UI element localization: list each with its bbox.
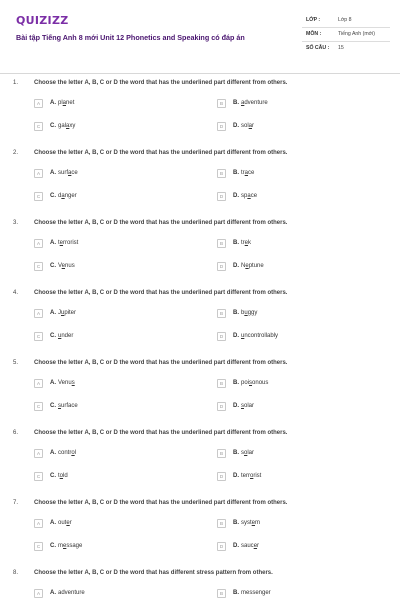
word-part: V	[58, 263, 62, 269]
answer-option[interactable]	[34, 472, 194, 482]
option-letter: A.	[50, 240, 56, 246]
word-part: d	[58, 193, 62, 199]
word-part: ptune	[248, 263, 264, 269]
word-part: Venu	[58, 380, 72, 386]
underlined-part: s	[241, 403, 244, 409]
answer-option[interactable]	[34, 332, 194, 342]
question-text: Choose the letter A, B, C or D the word that has different stress pattern from others.	[34, 570, 273, 576]
option-checkbox[interactable]: A	[34, 589, 43, 598]
option-word	[58, 263, 75, 269]
answer-option[interactable]	[217, 122, 377, 132]
answer-option[interactable]	[34, 239, 194, 249]
answer-option[interactable]	[217, 449, 377, 459]
word-part: nger	[64, 193, 77, 199]
word-part: pl	[58, 100, 63, 106]
option-letter: A.	[50, 310, 56, 316]
word-part: rist	[253, 473, 262, 479]
answer-option[interactable]	[217, 99, 377, 109]
question-item	[0, 150, 400, 220]
option-word	[241, 590, 271, 596]
underlined-part: o	[59, 473, 64, 479]
question-number: 2.	[13, 150, 19, 156]
worksheet-meta	[302, 14, 390, 56]
option-checkbox[interactable]: A	[34, 309, 43, 318]
worksheet-title: Bài tập Tiếng Anh 8 mới Unit 12 Phonetics and Speaking có đáp án	[16, 33, 245, 42]
question-list	[0, 80, 400, 600]
word-part: surf	[58, 170, 69, 176]
underlined-part: o	[71, 450, 75, 456]
answer-option[interactable]	[34, 449, 194, 459]
underlined-part: e	[66, 520, 70, 526]
option-word	[241, 263, 264, 269]
word-part: s	[241, 450, 244, 456]
option-letter: A.	[50, 520, 56, 526]
word-part: xy	[69, 123, 76, 129]
answer-option[interactable]	[34, 542, 194, 552]
question-item	[0, 220, 400, 290]
option-letter: A.	[50, 100, 56, 106]
option-word	[241, 473, 261, 479]
word-part: r	[69, 520, 72, 526]
word-part: m	[58, 543, 63, 549]
question-number: 5.	[13, 360, 19, 366]
question-number: 3.	[13, 220, 19, 226]
option-checkbox[interactable]: B	[217, 309, 226, 318]
option-letter: D.	[233, 333, 239, 339]
word-part: ssage	[66, 543, 83, 549]
option-checkbox[interactable]: C	[34, 262, 43, 271]
word-part: t	[58, 473, 60, 479]
option-letter: B.	[233, 520, 239, 526]
option-word	[58, 543, 82, 549]
option-letter: C.	[50, 403, 56, 409]
option-word	[58, 310, 76, 316]
option-checkbox[interactable]: D	[217, 542, 226, 551]
answer-option[interactable]	[217, 332, 377, 342]
question-item	[0, 430, 400, 500]
option-checkbox[interactable]: C	[34, 122, 43, 131]
option-checkbox[interactable]: C	[34, 472, 43, 481]
answer-option[interactable]	[217, 309, 377, 319]
word-part: syst	[241, 520, 252, 526]
word-part: adventure	[58, 590, 85, 596]
option-letter: C.	[50, 193, 56, 199]
header-divider	[0, 73, 400, 74]
question-item	[0, 570, 400, 600]
meta-key: LỚP :	[306, 17, 321, 23]
word-part: onous	[252, 380, 269, 386]
word-part: dventure	[244, 100, 268, 106]
option-letter: B.	[233, 170, 239, 176]
option-letter: A.	[50, 170, 56, 176]
meta-value: 15	[338, 45, 344, 51]
option-checkbox[interactable]: A	[34, 379, 43, 388]
underlined-part: u	[61, 310, 65, 316]
option-word	[58, 590, 85, 596]
option-word	[241, 310, 257, 316]
answer-option[interactable]	[34, 122, 194, 132]
word-part: sauc	[241, 543, 254, 549]
question-number: 4.	[13, 290, 19, 296]
option-checkbox[interactable]: B	[217, 379, 226, 388]
word-part: nus	[65, 263, 75, 269]
option-checkbox[interactable]: B	[217, 169, 226, 178]
question-text: Choose the letter A, B, C or D the word that has the underlined part different from others.	[34, 360, 288, 366]
option-word	[241, 123, 254, 129]
question-text: Choose the letter A, B, C or D the word that has the underlined part different from others.	[34, 220, 288, 226]
option-checkbox[interactable]: A	[34, 99, 43, 108]
word-part: ce	[250, 193, 258, 199]
word-part: gal	[58, 123, 67, 129]
word-part: tr	[241, 240, 245, 246]
meta-value: Tiếng Anh (mới)	[338, 31, 375, 37]
meta-row-class	[302, 14, 390, 28]
question-number: 6.	[13, 430, 19, 436]
underlined-part: u	[241, 333, 245, 339]
option-word	[241, 450, 254, 456]
underlined-part: a	[241, 100, 245, 106]
word-part: messenger	[241, 590, 271, 596]
word-part: ld	[63, 473, 68, 479]
answer-option[interactable]	[34, 99, 194, 109]
option-checkbox[interactable]: C	[34, 192, 43, 201]
underlined-part: o	[250, 473, 254, 479]
answer-option[interactable]	[217, 379, 377, 389]
option-checkbox[interactable]: D	[217, 472, 226, 481]
word-part: sp	[241, 193, 248, 199]
underlined-part: u	[58, 333, 62, 339]
word-part: m	[255, 520, 261, 526]
option-word	[241, 240, 251, 246]
option-letter: C.	[50, 123, 56, 129]
word-part: l	[74, 450, 77, 456]
word-part: ncontrollably	[244, 333, 279, 339]
answer-option[interactable]	[34, 262, 194, 272]
underlined-part: a	[247, 193, 251, 199]
word-part: tr	[241, 170, 245, 176]
option-letter: B.	[233, 240, 239, 246]
quizizz-logo: QUIZIZZ	[16, 14, 69, 27]
option-checkbox[interactable]: B	[217, 99, 226, 108]
word-part: net	[66, 100, 75, 106]
option-letter: B.	[233, 450, 239, 456]
option-checkbox[interactable]: A	[34, 239, 43, 248]
answer-option[interactable]	[217, 542, 377, 552]
word-part: r	[252, 123, 255, 129]
meta-key: MÔN :	[306, 31, 322, 37]
meta-value: Lớp 8	[338, 17, 352, 23]
option-checkbox[interactable]: D	[217, 402, 226, 411]
question-text: Choose the letter A, B, C or D the word that has the underlined part different from others.	[34, 500, 288, 506]
underlined-part: e	[61, 263, 66, 269]
underlined-part: a	[62, 100, 67, 106]
option-word	[58, 450, 76, 456]
option-word	[58, 473, 68, 479]
option-letter: C.	[50, 543, 56, 549]
answer-option[interactable]	[34, 379, 194, 389]
question-text: Choose the letter A, B, C or D the word that has the underlined part different from others.	[34, 290, 288, 296]
answer-option[interactable]	[217, 519, 377, 529]
option-letter: A.	[50, 450, 56, 456]
option-letter: D.	[233, 543, 239, 549]
word-part: ggy	[247, 310, 258, 316]
word-part: out	[58, 520, 67, 526]
word-part: terr	[241, 473, 250, 479]
word-part: olar	[244, 403, 255, 409]
underlined-part: s	[71, 380, 75, 386]
option-checkbox[interactable]: A	[34, 169, 43, 178]
word-part: ce	[248, 170, 255, 176]
underlined-part: e	[251, 520, 256, 526]
option-checkbox[interactable]: B	[217, 519, 226, 528]
option-letter: D.	[233, 263, 239, 269]
question-text: Choose the letter A, B, C or D the word that has the underlined part different from others.	[34, 80, 288, 86]
underlined-part: a	[244, 170, 249, 176]
answer-option[interactable]	[217, 589, 377, 599]
option-checkbox[interactable]: B	[217, 449, 226, 458]
option-letter: C.	[50, 473, 56, 479]
option-checkbox[interactable]: C	[34, 542, 43, 551]
underlined-part: e	[244, 240, 249, 246]
word-part: sol	[241, 123, 249, 129]
meta-key: SỐ CÂU :	[306, 45, 330, 51]
word-part: nder	[61, 333, 74, 339]
option-letter: A.	[50, 380, 56, 386]
question-number: 7.	[13, 500, 19, 506]
underlined-part: e	[63, 543, 67, 549]
answer-option[interactable]	[34, 192, 194, 202]
option-word	[241, 520, 260, 526]
answer-option[interactable]	[34, 519, 194, 529]
option-word	[241, 543, 259, 549]
worksheet-header	[0, 0, 400, 72]
question-item	[0, 80, 400, 150]
option-checkbox[interactable]: A	[34, 449, 43, 458]
option-checkbox[interactable]: C	[34, 402, 43, 411]
option-word	[58, 170, 78, 176]
answer-option[interactable]	[34, 169, 194, 179]
underlined-part: s	[58, 403, 61, 409]
option-word	[241, 170, 254, 176]
option-letter: A.	[50, 590, 56, 596]
underlined-part: a	[68, 170, 72, 176]
underlined-part: o	[244, 450, 248, 456]
option-letter: C.	[50, 263, 56, 269]
option-word	[58, 520, 72, 526]
answer-option[interactable]	[217, 402, 377, 412]
underlined-part: a	[248, 123, 253, 129]
option-word	[241, 333, 278, 339]
option-word	[58, 100, 74, 106]
option-word	[58, 403, 78, 409]
word-part: r	[257, 543, 260, 549]
option-letter: B.	[233, 590, 239, 596]
word-part: poi	[241, 380, 250, 386]
option-letter: D.	[233, 403, 239, 409]
option-letter: B.	[233, 380, 239, 386]
option-word	[241, 193, 257, 199]
answer-option[interactable]	[34, 402, 194, 412]
word-part: contr	[58, 450, 72, 456]
word-part: rrorist	[63, 240, 79, 246]
word-part: N	[241, 263, 246, 269]
option-checkbox[interactable]: A	[34, 519, 43, 528]
option-letter: D.	[233, 123, 239, 129]
question-item	[0, 290, 400, 360]
answer-option[interactable]	[34, 309, 194, 319]
option-word	[58, 240, 78, 246]
question-item	[0, 360, 400, 430]
word-part: b	[241, 310, 245, 316]
option-word	[58, 123, 75, 129]
underlined-part: e	[253, 543, 258, 549]
word-part: J	[58, 310, 61, 316]
option-word	[241, 100, 268, 106]
word-part: k	[248, 240, 252, 246]
answer-option[interactable]	[217, 472, 377, 482]
option-checkbox[interactable]: C	[34, 332, 43, 341]
option-word	[241, 380, 268, 386]
option-letter: B.	[233, 310, 239, 316]
underlined-part: a	[61, 193, 65, 199]
question-text: Choose the letter A, B, C or D the word that has the underlined part different from others.	[34, 430, 288, 436]
word-part: urface	[61, 403, 78, 409]
option-word	[58, 193, 77, 199]
meta-row-subject	[302, 28, 390, 42]
option-word	[58, 333, 73, 339]
option-checkbox[interactable]: D	[217, 192, 226, 201]
question-number: 8.	[13, 570, 19, 576]
question-text: Choose the letter A, B, C or D the word that has the underlined part different from others.	[34, 150, 288, 156]
word-part: t	[58, 240, 60, 246]
answer-option[interactable]	[217, 239, 377, 249]
answer-option[interactable]	[217, 262, 377, 272]
underlined-part: u	[244, 310, 248, 316]
word-part: ce	[71, 170, 78, 176]
option-checkbox[interactable]: B	[217, 239, 226, 248]
question-item	[0, 500, 400, 570]
option-checkbox[interactable]: D	[217, 332, 226, 341]
underlined-part: a	[66, 123, 70, 129]
word-part: lar	[247, 450, 255, 456]
option-letter: B.	[233, 100, 239, 106]
option-letter: D.	[233, 473, 239, 479]
answer-option[interactable]	[34, 589, 194, 599]
word-part: piter	[64, 310, 77, 316]
meta-row-question-count	[302, 42, 390, 56]
answer-option[interactable]	[217, 192, 377, 202]
option-letter: C.	[50, 333, 56, 339]
underlined-part: e	[245, 263, 249, 269]
option-checkbox[interactable]: D	[217, 262, 226, 271]
question-number: 1.	[13, 80, 19, 86]
option-word	[58, 380, 75, 386]
answer-option[interactable]	[217, 169, 377, 179]
option-word	[241, 403, 254, 409]
underlined-part: s	[249, 380, 253, 386]
option-letter: D.	[233, 193, 239, 199]
underlined-part: e	[59, 240, 64, 246]
option-checkbox[interactable]: D	[217, 122, 226, 131]
option-checkbox[interactable]: B	[217, 589, 226, 598]
